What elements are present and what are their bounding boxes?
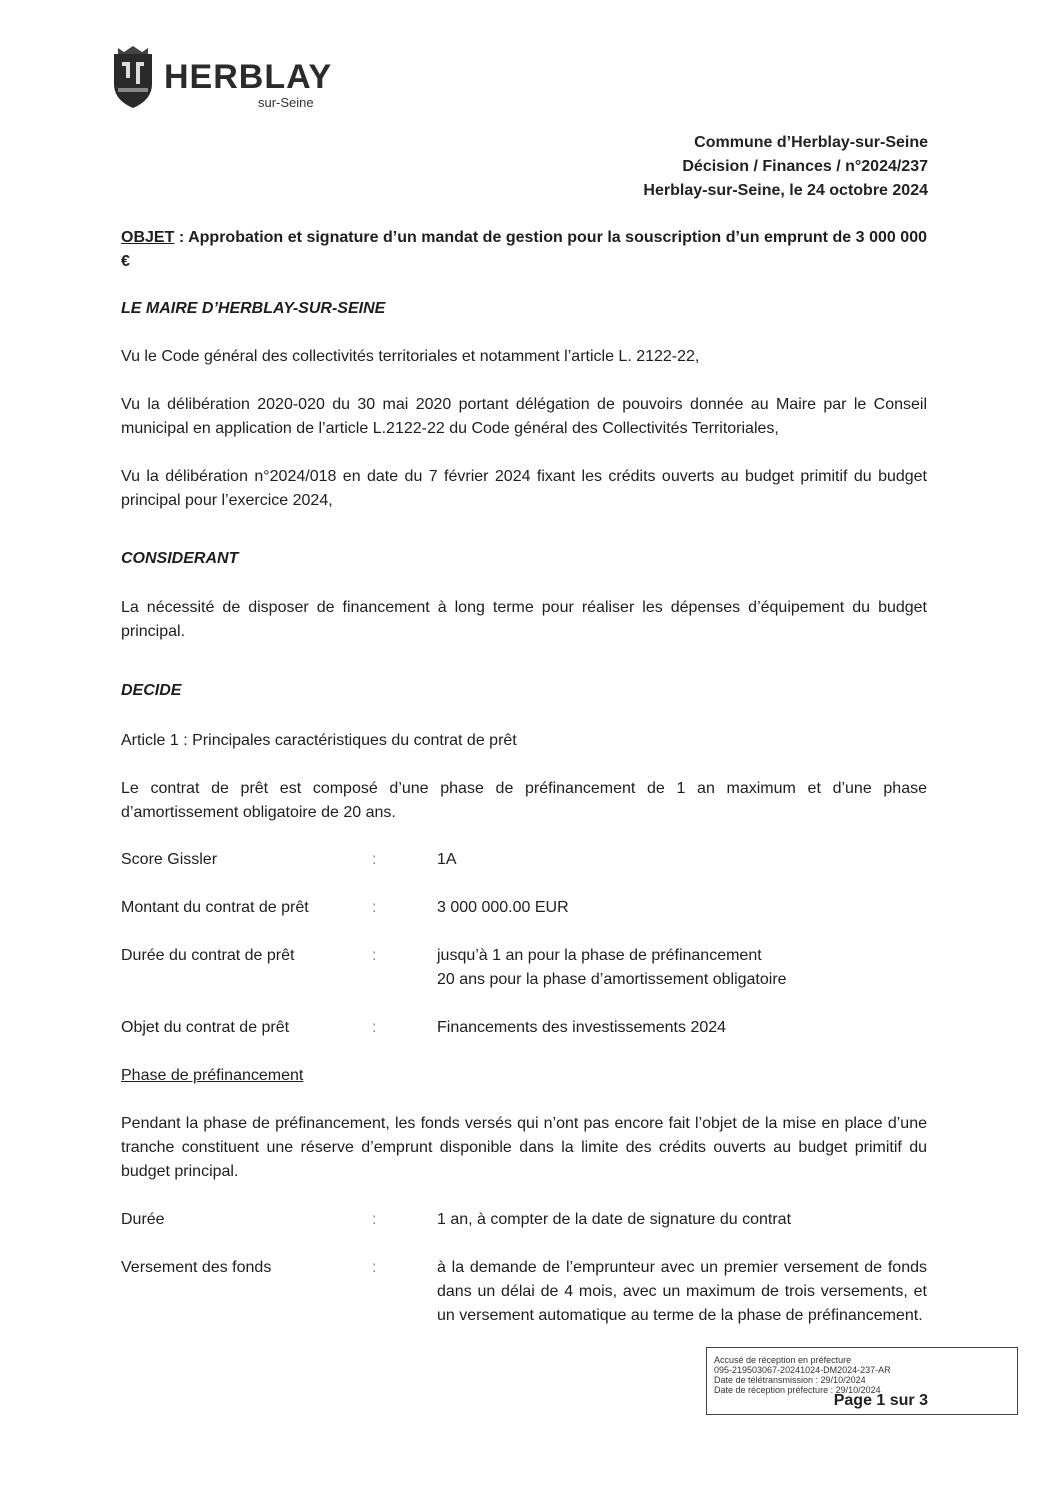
detail-value-line-2: 20 ans pour la phase d’amortissement obligatoire: [437, 971, 787, 988]
phase-detail-label: Versement des fonds: [121, 1259, 272, 1276]
detail-label: Score Gissler: [121, 851, 218, 868]
detail-separator: :: [372, 1019, 377, 1036]
vu-paragraph-3: Vu la délibération n°2024/018 en date du 7 février 2024 fixant les crédits ouverts au budget primitif du budget principal pour l’exercice 2024,: [121, 468, 927, 509]
detail-value: jusqu’à 1 an pour la phase de préfinancement: [437, 947, 762, 964]
place-date: Herblay-sur-Seine, le 24 octobre 2024: [643, 182, 928, 199]
logo-name: HERBLAY: [164, 58, 333, 96]
article-1-heading: Article 1 : Principales caractéristiques du contrat de prêt: [121, 732, 517, 749]
considerant-heading: CONSIDERANT: [121, 550, 239, 567]
vu-paragraph-2: Vu la délibération 2020-020 du 30 mai 2020 portant délégation de pouvoirs donnée au Maire par le Conseil municipal en application de l’article L.2122-22 du Code général des Collectivités Territoriales,: [121, 396, 927, 437]
stamp-line: 095-219503067-20241024-DM2024-237-AR: [714, 1365, 891, 1375]
logo-subtitle: sur-Seine: [258, 95, 314, 110]
stamp-line: Accusé de réception en préfecture: [714, 1355, 852, 1365]
decision-reference: Décision / Finances / n°2024/237: [682, 158, 928, 175]
objet-paragraph: [121, 226, 927, 274]
detail-value: 1A: [437, 851, 457, 868]
phase-detail-label: Durée: [121, 1211, 165, 1228]
page-number: Page 1 sur 3: [833, 1392, 928, 1409]
phase-detail-separator: :: [372, 1211, 377, 1228]
phase-detail-value: à la demande de l’emprunteur avec un premier versement de fonds dans un délai de 4 mois, avec un maximum de trois versements, et un versement automatique au terme de la phase de préfinancement.: [437, 1259, 927, 1324]
detail-separator: :: [372, 851, 377, 868]
detail-separator: :: [372, 899, 377, 916]
detail-label: Durée du contrat de prêt: [121, 947, 295, 964]
coat-of-arms-icon: [108, 44, 158, 110]
vu-paragraph-1: Vu le Code général des collectivités territoriales et notamment l’article L. 2122-22,: [121, 348, 700, 365]
detail-value: Financements des investissements 2024: [437, 1019, 727, 1036]
stamp-line: Date de télétransmission : 29/10/2024: [714, 1375, 866, 1385]
stamp-line: Date de réception préfecture : 29/10/2024: [714, 1385, 881, 1395]
detail-value: 3 000 000.00 EUR: [437, 899, 569, 916]
decide-heading: DECIDE: [121, 682, 182, 699]
contrat-paragraph: Le contrat de prêt est composé d’une phase de préfinancement de 1 an maximum et d’une phase d’amortissement obligatoire de 20 ans.: [121, 780, 927, 821]
herblay-logo: [108, 44, 338, 114]
phase-heading: Phase de préfinancement: [121, 1067, 304, 1084]
commune-name: Commune d’Herblay-sur-Seine: [694, 134, 928, 151]
phase-detail-value: 1 an, à compter de la date de signature du contrat: [437, 1211, 792, 1228]
considerant-paragraph: La nécessité de disposer de financement à long terme pour réaliser les dépenses d’équipement du budget principal.: [121, 599, 927, 640]
phase-paragraph: Pendant la phase de préfinancement, les fonds versés qui n’ont pas encore fait l’objet de la mise en place d’une tranche constituent une réserve d’emprunt disponible dans la limite des crédits ouverts au budget primitif du budget principal.: [121, 1115, 927, 1180]
detail-separator: :: [372, 947, 377, 964]
maire-heading: LE MAIRE D’HERBLAY-SUR-SEINE: [121, 300, 386, 317]
detail-label: Montant du contrat de prêt: [121, 899, 309, 916]
objet-text: : Approbation et signature d’un mandat de gestion pour la souscription d’un emprunt de 3 000 000 €: [121, 229, 927, 270]
phase-detail-separator: :: [372, 1259, 377, 1276]
objet-label: OBJET: [121, 229, 175, 246]
detail-label: Objet du contrat de prêt: [121, 1019, 290, 1036]
